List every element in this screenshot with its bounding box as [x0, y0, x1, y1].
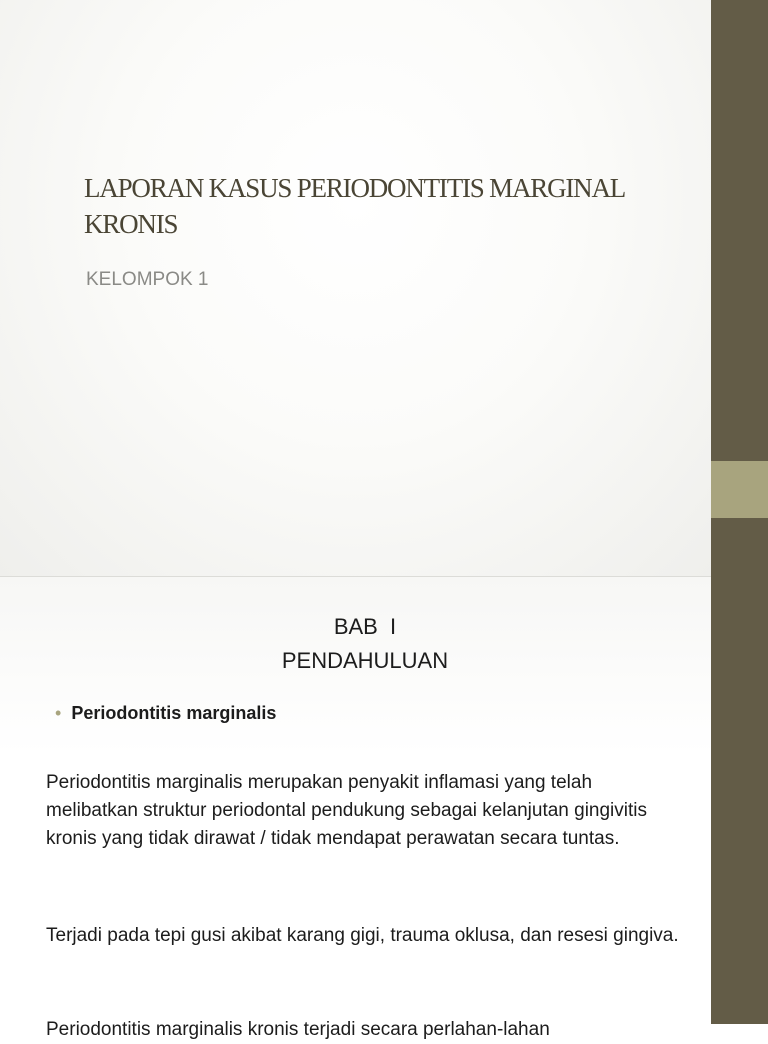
slide-content: [0, 577, 711, 1040]
paragraph-location: Terjadi pada tepi gusi akibat karang gigi, trauma oklusa, dan resesi gingiva.: [46, 925, 679, 946]
chapter-heading: [0, 610, 730, 678]
bullet-dot-icon: •: [55, 703, 62, 723]
paragraph-definition: Periodontitis marginalis merupakan penyakit inflamasi yang telah melibatkan struktur periodontal pendukung sebagai kelanjutan gingivitis kronis yang tidak dirawat / tidak mendapat perawatan secara tuntas.: [46, 772, 647, 849]
slide-subtitle: KELOMPOK 1: [86, 269, 209, 290]
chapter-number: BAB I: [333, 614, 397, 639]
bullet-text: Periodontitis marginalis: [71, 703, 277, 723]
bullet-item: [55, 703, 276, 724]
chapter-title: PENDAHULUAN: [281, 648, 449, 673]
side-band-accent: [711, 461, 768, 518]
slide-title-text: LAPORAN KASUS PERIODONTITIS MARGINAL KRONIS: [84, 173, 625, 239]
paragraph-progression: Periodontitis marginalis kronis terjadi secara perlahan-lahan: [46, 1019, 550, 1040]
